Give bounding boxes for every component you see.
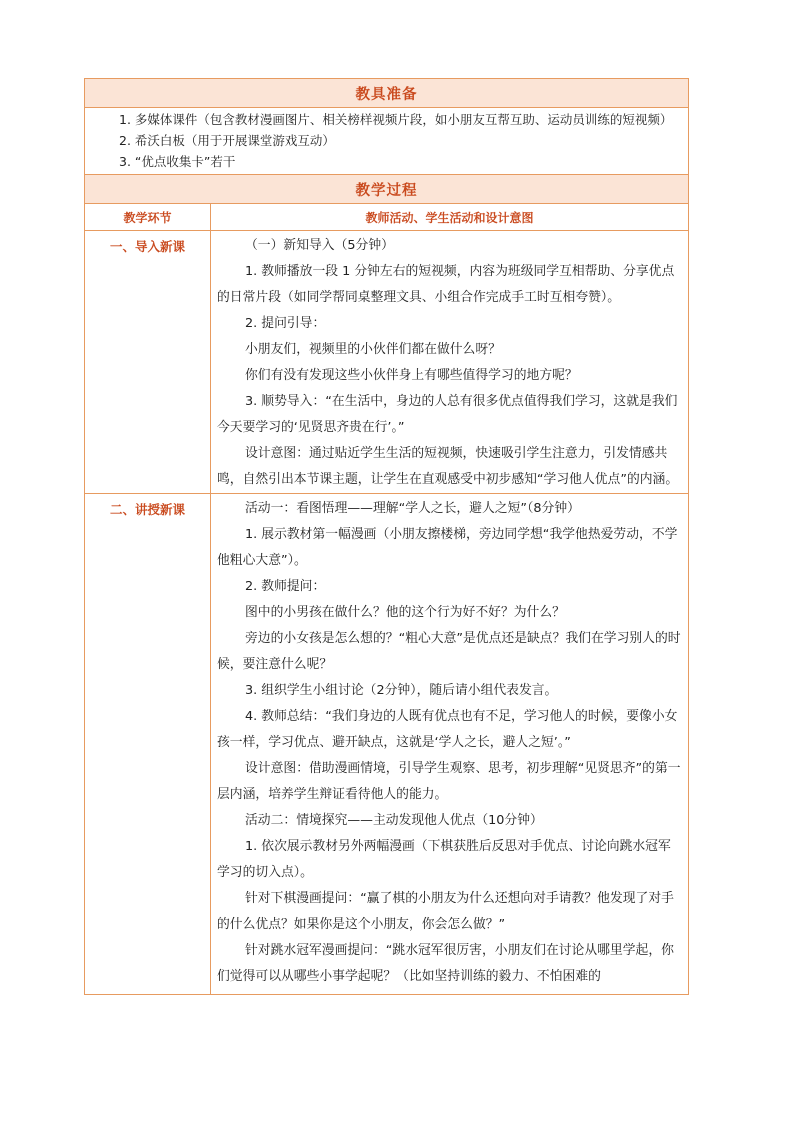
col-header-stage: 教学环节 <box>85 204 211 231</box>
content-line: 小朋友们，视频里的小伙伴们都在做什么呀？ <box>245 342 501 357</box>
prep-item: 1. 多媒体课件（包含教材漫画图片、相关榜样视频片段，如小朋友互帮互助、运动员训练的短视频） <box>119 112 673 127</box>
content-line: 活动一：看图悟理——理解“学人之长，避人之短”（8分钟） <box>245 501 580 516</box>
lesson-plan-document <box>84 78 688 995</box>
stage-label: 二、讲授新课 <box>85 494 211 995</box>
process-section-title: 教学过程 <box>85 175 689 204</box>
col-header-content: 教师活动、学生活动和设计意图 <box>211 204 689 231</box>
content-line: 活动二：情境探究——主动发现他人优点（10分钟） <box>245 813 543 828</box>
content-line: 图中的小男孩在做什么？他的这个行为好不好？为什么？ <box>245 605 565 620</box>
content-line: 设计意图：通过贴近学生生活的短视频，快速吸引学生注意力，引发情感共鸣，自然引出本节课主题，让学生在直观感受中初步感知“学习他人优点”的内涵。 <box>217 446 679 487</box>
stage-content <box>211 231 689 494</box>
content-line: 1. 展示教材第一幅漫画（小朋友擦楼梯，旁边同学想“我学他热爱劳动，不学他粗心大意”）。 <box>217 527 678 568</box>
prep-item: 2. 希沃白板（用于开展课堂游戏互动） <box>119 133 335 148</box>
stage-label: 一、导入新课 <box>85 231 211 494</box>
prep-list <box>85 108 689 175</box>
prep-section-title: 教具准备 <box>85 79 689 108</box>
lesson-plan-table <box>84 78 689 995</box>
content-line: 设计意图：借助漫画情境，引导学生观察、思考，初步理解“见贤思齐”的第一层内涵，培养学生辩证看待他人的能力。 <box>217 761 681 802</box>
content-line: 你们有没有发现这些小伙伴身上有哪些值得学习的地方呢？ <box>245 368 578 383</box>
content-line: 针对下棋漫画提问：“赢了棋的小朋友为什么还想向对手请教？他发现了对手的什么优点？如果你是这个小朋友，你会怎么做？” <box>217 891 674 932</box>
content-line: 2. 提问引导： <box>245 316 326 331</box>
stage-row <box>85 231 689 494</box>
content-line: 3. 顺势导入：“在生活中，身边的人总有很多优点值得我们学习，这就是我们今天要学习的‘见贤思齐贵在行’。” <box>217 394 678 435</box>
content-line: 1. 依次展示教材另外两幅漫画（下棋获胜后反思对手优点、讨论向跳水冠军学习的切入点）。 <box>217 839 671 880</box>
content-line: 针对跳水冠军漫画提问：“跳水冠军很厉害，小朋友们在讨论从哪里学起，你们觉得可以从哪些小事学起呢？（比如坚持训练的毅力、不怕困难的 <box>217 943 674 984</box>
content-line: 旁边的小女孩是怎么想的？“粗心大意”是优点还是缺点？我们在学习别人的时候，要注意什么呢？ <box>217 631 681 672</box>
content-line: 3. 组织学生小组讨论（2分钟），随后请小组代表发言。 <box>245 683 558 698</box>
prep-item: 3. “优点收集卡”若干 <box>119 154 236 169</box>
content-line: 4. 教师总结：“我们身边的人既有优点也有不足，学习他人的时候，要像小女孩一样，学习优点、避开缺点，这就是‘学人之长，避人之短’。” <box>217 709 678 750</box>
content-line: 2. 教师提问： <box>245 579 326 594</box>
stage-row <box>85 494 689 995</box>
stage-content <box>211 494 689 995</box>
content-line: （一）新知导入（5分钟） <box>245 238 394 253</box>
content-line: 1. 教师播放一段 1 分钟左右的短视频，内容为班级同学互相帮助、分享优点的日常片段（如同学帮同桌整理文具、小组合作完成手工时互相夸赞）。 <box>217 264 675 305</box>
